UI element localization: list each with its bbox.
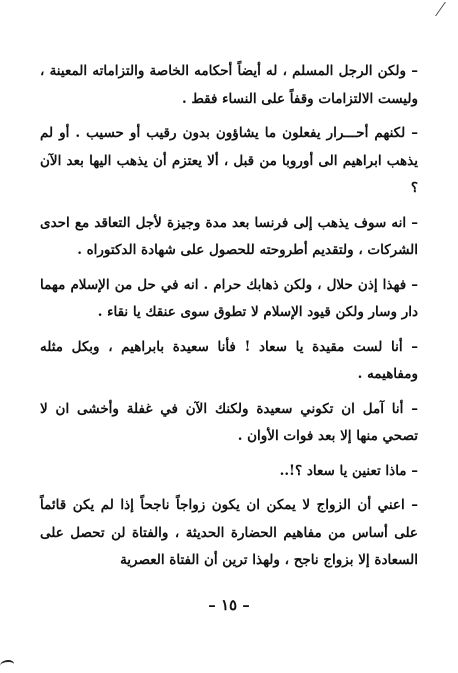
paragraph: – أنا لست مقيدة يا سعاد ! فأنا سعيدة بابراهيم ، وبكل مثله ومفاهيمه . (40, 338, 418, 382)
paragraph: – لكنهم أحـــرار يفعلون ما يشاؤون بدون رقيب أو حسيب . أو لم يذهب ابراهيم الى أوروبا من قبل ، ألا يعتزم أن يذهب اليها بعد الآن ؟ (40, 125, 418, 196)
paragraph: – اعني أن الزواج لا يمكن ان يكون زواجاً ناجحاً إذا لم يكن قائماً على أساس من مفاهيم الحضارة الحديثة ، والفتاة لن تحصل على السعادة إلا بزواج ناجح ، ولهذا ترين أن الفتاة العصرية (40, 497, 418, 568)
paragraph: – فهذا إذن حلال ، ولكن ذهابك حرام . انه في حل من الإسلام مهما دار وسار ولكن قيود الإسلام لا تطوق سوى عنقك يا نقاء . (40, 276, 418, 320)
corner-pen-mark (435, 2, 458, 16)
paragraph: – ماذا تعنين يا سعاد ؟!.. (279, 462, 418, 479)
page-number: – ١٥ – (208, 596, 250, 614)
edge-scan-mark (0, 660, 14, 670)
body-text (40, 58, 418, 582)
paragraph: – أنا آمل ان تكوني سعيدة ولكنك الآن في غفلة وأخشى ان لا تصحي منها إلا بعد فوات الأوان . (40, 400, 418, 444)
paragraph: – ولكن الرجل المسلم ، له أيضاً أحكامه الخاصة والتزاماته المعينة ، وليست الالتزامات وقفاً على النساء فقط . (40, 63, 418, 107)
paragraph: – انه سوف يذهب إلى فرنسا بعد مدة وجيزة لأجل التعاقد مع احدى الشركات ، ولتقديم أطروحته للحصول على شهادة الدكتوراه . (40, 214, 418, 258)
